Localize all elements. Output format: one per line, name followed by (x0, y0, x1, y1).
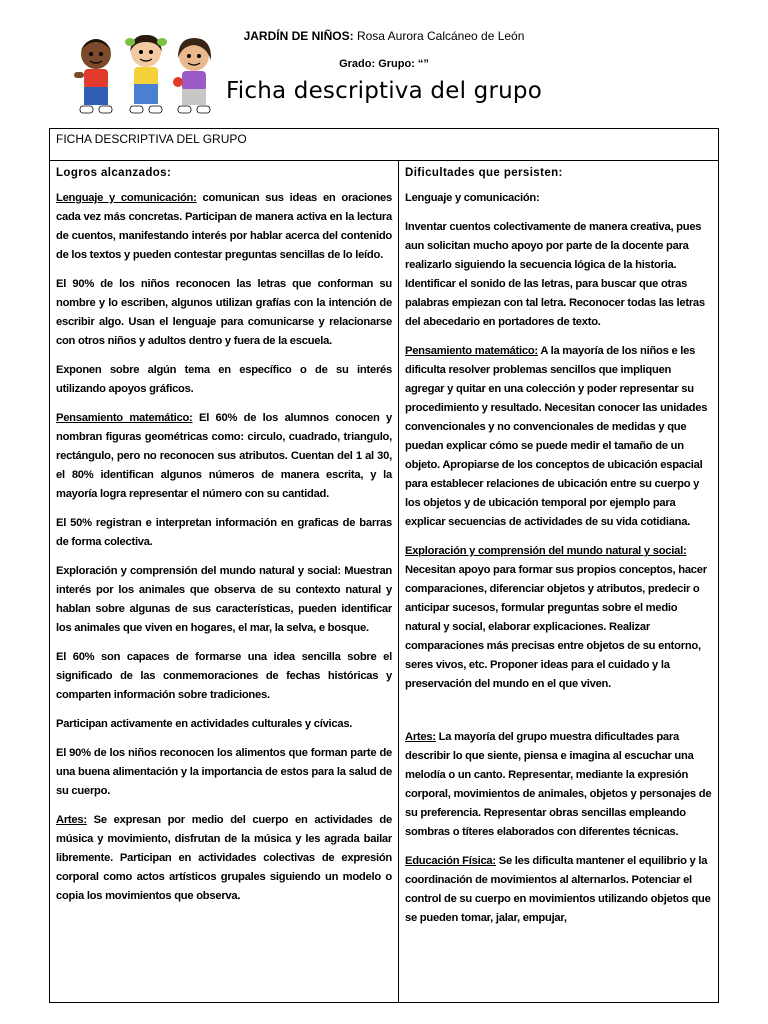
school-label: JARDÍN DE NIÑOS: (243, 29, 354, 43)
ficha-table (49, 128, 719, 1003)
difficulties-column (399, 161, 719, 1003)
left-paragraph-language: Lenguaje y comunicación: comunican sus ideas en oraciones cada vez más concretas. Participan de manera activa en la lectura de cuentos, manifestando interés por hablar acerca del contenido de los textos y pueden contestar preguntas sencillas de lo leído. (56, 192, 393, 261)
left-paragraph-graphs: El 50% registran e interpretan información en graficas de barras de forma colectiva. (56, 517, 392, 548)
right-paragraph-exploration: Exploración y comprensión del mundo natural y social: Necesitan apoyo para formar sus propios conceptos, hacer comparaciones, diferenciar objetos y atributos, predecir o anticipar sucesos, formular preguntas sobre el medio natural y social, elaborar explicaciones. Realizar comparaciones más precisas entre objetos de su entorno, seres vivos, etc. Proponer ideas para el cuidado y la preservación del mundo en el que viven. (405, 545, 707, 690)
left-paragraph-civic: Participan activamente en actividades culturales y cívicas. (56, 718, 353, 730)
left-paragraph-math: Pensamiento matemático: El 60% de los alumnos conocen y nombran figuras geométricas como: circulo, cuadrado, triangulo, rectángulo, pero no reconocen sus atributos. Cuentan del 1 al 30, el 80% identifican algunos números de manera escrita, y la mayoría logra representar el número con su cantidad. (56, 412, 392, 500)
page-title: Ficha descriptiva del grupo (226, 78, 542, 104)
children-illustration (66, 32, 228, 118)
achievements-column (50, 161, 399, 1003)
left-paragraph-exploration: Exploración y comprensión del mundo natural y social: Muestran interés por los animales que observa de su contexto natural y hablan sobre algunas de sus características, pueden identificar los animales que viven en hogares, el mar, la selva, e bosque. (56, 565, 392, 634)
table-heading: FICHA DESCRIPTIVA DEL GRUPO (50, 129, 719, 161)
left-paragraph-food: El 90% de los niños reconocen los alimentos que forman parte de una buena alimentación y la importancia de estos para la salud de su cuerpo. (56, 747, 392, 797)
left-paragraph-expose: Exponen sobre algún tema en específico o de su interés utilizando apoyos gráficos. (56, 364, 392, 395)
grade-group-line: Grado: Grupo: “” (339, 58, 429, 70)
right-paragraph-stories: Inventar cuentos colectivamente de manera creativa, pues aun solicitan mucho apoyo por parte de la docente para realizarlo siguiendo la secuencia lógica de la historia. Identificar el sonido de las letras, para buscar que otras palabras empiezan con tal letra. Reconocer todas las letras del abecedario en portadores de texto. (405, 221, 705, 328)
right-paragraph-language-label: Lenguaje y comunicación: (405, 192, 540, 204)
achievements-header: Logros alcanzados: (56, 167, 172, 179)
school-name: Rosa Aurora Calcáneo de León (356, 29, 525, 43)
spacer (405, 704, 712, 728)
right-paragraph-math: Pensamiento matemático: A la mayoría de los niños e les dificulta resolver problemas sencillos que impliquen agregar y quitar en una colección y poder representar su procedimiento y resultado. Necesitan conocer las unidades convencionales y no convencionales de medidas y que puedan explicar cómo se puede medir el tamaño de un objeto. Apropiarse de los conceptos de ubicación espacial para establecer relaciones de ubicación entre su cuerpo y los objetos y de ubicación temporal por ejemplo para explicar secuencias de actividades de su vida cotidiana. (405, 345, 708, 528)
left-paragraph-history: El 60% son capaces de formarse una idea sencilla sobre el significado de las conmemoraciones de fechas históricas y comparten información sobre tradiciones. (56, 651, 392, 701)
left-paragraph-letters: El 90% de los niños reconocen las letras que conforman su nombre y lo escriben, algunos utilizan grafías con la intención de escribir algo. Usan el lenguaje para comunicarse y relacionarse con otros niños y adultos dentro y fuera de la escuela. (56, 278, 392, 347)
right-paragraph-pe: Educación Física: Se les dificulta mantener el equilibrio y la coordinación de movimientos al alternarlos. Potenciar el control de su cuerpo en movimientos utilizando objetos que se pueden tomar, jalar, empujar, (405, 855, 711, 924)
left-paragraph-arts: Artes: Se expresan por medio del cuerpo en actividades de música y movimiento, disfrutan de la música y les agrada bailar libremente. Participan en actividades colectivas de expresión corporal como actos artísticos grupales siguiendo un modelo o copia los movimientos que observa. (56, 814, 392, 902)
right-paragraph-arts: Artes: La mayoría del grupo muestra dificultades para describir lo que siente, piensa e imagina al escuchar una melodía o un canto. Representar, mediante la expresión corporal, movimientos de animales, objetos y personajes de su preferencia. Representar obras sencillas empleando sombras o títeres elaborados con diferentes técnicas. (405, 731, 712, 838)
difficulties-header: Dificultades que persisten: (405, 167, 563, 179)
school-line (0, 29, 768, 43)
